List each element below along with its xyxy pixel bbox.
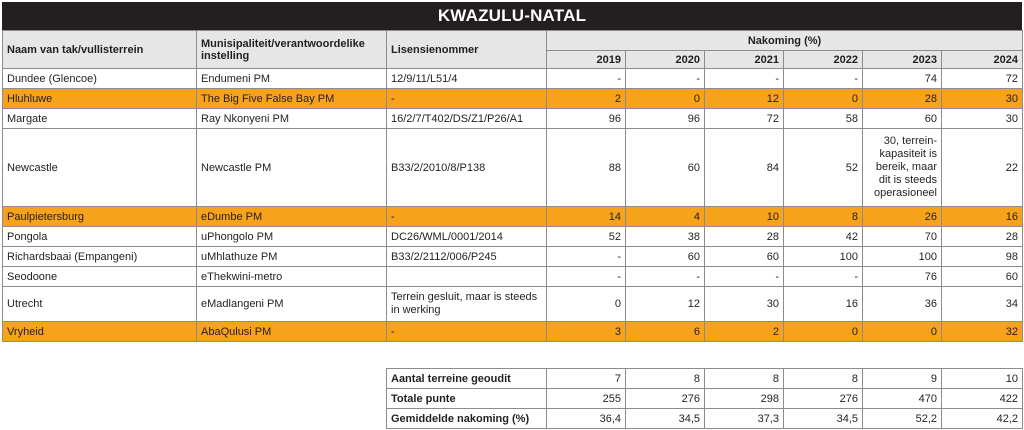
summary-value: 52,2 [863, 409, 942, 429]
compliance-value: 96 [626, 109, 705, 129]
compliance-value: 52 [547, 227, 626, 247]
table-row [3, 247, 1023, 267]
license-cell: DC26/WML/0001/2014 [387, 227, 547, 247]
summary-row [387, 369, 1023, 389]
site-cell: Seodoone [3, 267, 197, 287]
summary-value: 36,4 [547, 409, 626, 429]
compliance-value: 30 [942, 109, 1023, 129]
compliance-value: 28 [705, 227, 784, 247]
compliance-value: 98 [942, 247, 1023, 267]
compliance-value: 0 [547, 287, 626, 322]
summary-value: 276 [784, 389, 863, 409]
license-cell: B33/2/2010/8/P138 [387, 129, 547, 207]
compliance-column-header: Nakoming (%) [547, 31, 1023, 51]
compliance-value: 6 [626, 322, 705, 342]
compliance-value: 22 [942, 129, 1023, 207]
summary-value: 276 [626, 389, 705, 409]
compliance-value: 88 [547, 129, 626, 207]
site-cell: Utrecht [3, 287, 197, 322]
summary-value: 298 [705, 389, 784, 409]
compliance-value: 100 [784, 247, 863, 267]
compliance-value: 8 [784, 207, 863, 227]
table-row [3, 322, 1023, 342]
site-cell: Margate [3, 109, 197, 129]
site-cell: Pongola [3, 227, 197, 247]
summary-value: 8 [626, 369, 705, 389]
license-cell: - [387, 322, 547, 342]
municipality-cell: uPhongolo PM [197, 227, 387, 247]
year-header: 2024 [942, 51, 1023, 69]
license-cell: - [387, 89, 547, 109]
compliance-value: 32 [942, 322, 1023, 342]
compliance-value: 42 [784, 227, 863, 247]
compliance-value: 72 [942, 69, 1023, 89]
municipality-cell: Endumeni PM [197, 69, 387, 89]
compliance-value: 60 [705, 247, 784, 267]
summary-value: 470 [863, 389, 942, 409]
municipality-cell: uMhlathuze PM [197, 247, 387, 267]
compliance-value: 28 [942, 227, 1023, 247]
compliance-value: 70 [863, 227, 942, 247]
summary-value: 34,5 [626, 409, 705, 429]
municipality-column-header: Munisipaliteit/verantwoordelike instelling [197, 31, 387, 69]
summary-value: 422 [942, 389, 1023, 409]
compliance-value: - [626, 69, 705, 89]
site-column-header: Naam van tak/vullisterrein [3, 31, 197, 69]
compliance-value: 84 [705, 129, 784, 207]
compliance-value: 2 [705, 322, 784, 342]
summary-value: 255 [547, 389, 626, 409]
site-cell: Hluhluwe [3, 89, 197, 109]
compliance-value: 4 [626, 207, 705, 227]
table-row [3, 267, 1023, 287]
compliance-value: - [705, 267, 784, 287]
compliance-value: 30, terrein-kapasiteit is bereik, maar dit is steeds operasioneel [863, 129, 942, 207]
table-row [3, 89, 1023, 109]
site-cell: Paulpietersburg [3, 207, 197, 227]
summary-value: 8 [784, 369, 863, 389]
license-cell [387, 267, 547, 287]
compliance-value: 60 [942, 267, 1023, 287]
municipality-cell: AbaQulusi PM [197, 322, 387, 342]
license-cell: B33/2/2112/006/P245 [387, 247, 547, 267]
compliance-value: 26 [863, 207, 942, 227]
table-row [3, 109, 1023, 129]
summary-value: 7 [547, 369, 626, 389]
compliance-value: 30 [705, 287, 784, 322]
compliance-value: 96 [547, 109, 626, 129]
compliance-value: 16 [942, 207, 1023, 227]
compliance-value: 100 [863, 247, 942, 267]
compliance-value: 34 [942, 287, 1023, 322]
site-cell: Newcastle [3, 129, 197, 207]
compliance-value: 72 [705, 109, 784, 129]
compliance-value: 3 [547, 322, 626, 342]
municipality-cell: Newcastle PM [197, 129, 387, 207]
compliance-table [2, 30, 1023, 342]
license-cell: 16/2/7/T402/DS/Z1/P26/A1 [387, 109, 547, 129]
compliance-value: 10 [705, 207, 784, 227]
municipality-cell: The Big Five False Bay PM [197, 89, 387, 109]
compliance-value: 38 [626, 227, 705, 247]
site-cell: Vryheid [3, 322, 197, 342]
summary-row [387, 389, 1023, 409]
table-row [3, 69, 1023, 89]
summary-value: 34,5 [784, 409, 863, 429]
compliance-value: 0 [626, 89, 705, 109]
compliance-value: - [705, 69, 784, 89]
compliance-value: 60 [626, 247, 705, 267]
table-row [3, 227, 1023, 247]
compliance-value: 60 [626, 129, 705, 207]
summary-label: Gemiddelde nakoming (%) [387, 409, 547, 429]
year-header: 2022 [784, 51, 863, 69]
summary-value: 9 [863, 369, 942, 389]
license-column-header: Lisensienommer [387, 31, 547, 69]
license-cell: Terrein gesluit, maar is steeds in werking [387, 287, 547, 322]
summary-value: 10 [942, 369, 1023, 389]
compliance-value: - [547, 247, 626, 267]
summary-value: 8 [705, 369, 784, 389]
compliance-value: 74 [863, 69, 942, 89]
municipality-cell: eMadlangeni PM [197, 287, 387, 322]
compliance-value: - [547, 267, 626, 287]
year-header: 2020 [626, 51, 705, 69]
compliance-value: 28 [863, 89, 942, 109]
summary-table [386, 368, 1023, 429]
municipality-cell: eDumbe PM [197, 207, 387, 227]
compliance-value: 12 [626, 287, 705, 322]
municipality-cell: Ray Nkonyeni PM [197, 109, 387, 129]
compliance-value: 52 [784, 129, 863, 207]
compliance-value: 0 [784, 89, 863, 109]
compliance-value: 60 [863, 109, 942, 129]
compliance-value: 2 [547, 89, 626, 109]
year-header: 2023 [863, 51, 942, 69]
page-title: KWAZULU-NATAL [2, 2, 1022, 30]
table-row [3, 287, 1023, 322]
header-row [3, 31, 1023, 51]
compliance-value: 14 [547, 207, 626, 227]
compliance-value: - [784, 267, 863, 287]
table-row [3, 129, 1023, 207]
year-header: 2021 [705, 51, 784, 69]
compliance-value: 0 [863, 322, 942, 342]
compliance-value: 12 [705, 89, 784, 109]
compliance-value: - [547, 69, 626, 89]
summary-row [387, 409, 1023, 429]
compliance-value: - [626, 267, 705, 287]
compliance-value: 76 [863, 267, 942, 287]
license-cell: - [387, 207, 547, 227]
summary-value: 37,3 [705, 409, 784, 429]
compliance-value: 36 [863, 287, 942, 322]
compliance-value: 58 [784, 109, 863, 129]
compliance-value: 30 [942, 89, 1023, 109]
table-row [3, 207, 1023, 227]
compliance-value: - [784, 69, 863, 89]
summary-label: Aantal terreine geoudit [387, 369, 547, 389]
license-cell: 12/9/11/L51/4 [387, 69, 547, 89]
year-header: 2019 [547, 51, 626, 69]
site-cell: Dundee (Glencoe) [3, 69, 197, 89]
site-cell: Richardsbaai (Empangeni) [3, 247, 197, 267]
municipality-cell: eThekwini-metro [197, 267, 387, 287]
compliance-value: 16 [784, 287, 863, 322]
compliance-value: 0 [784, 322, 863, 342]
summary-label: Totale punte [387, 389, 547, 409]
summary-value: 42,2 [942, 409, 1023, 429]
